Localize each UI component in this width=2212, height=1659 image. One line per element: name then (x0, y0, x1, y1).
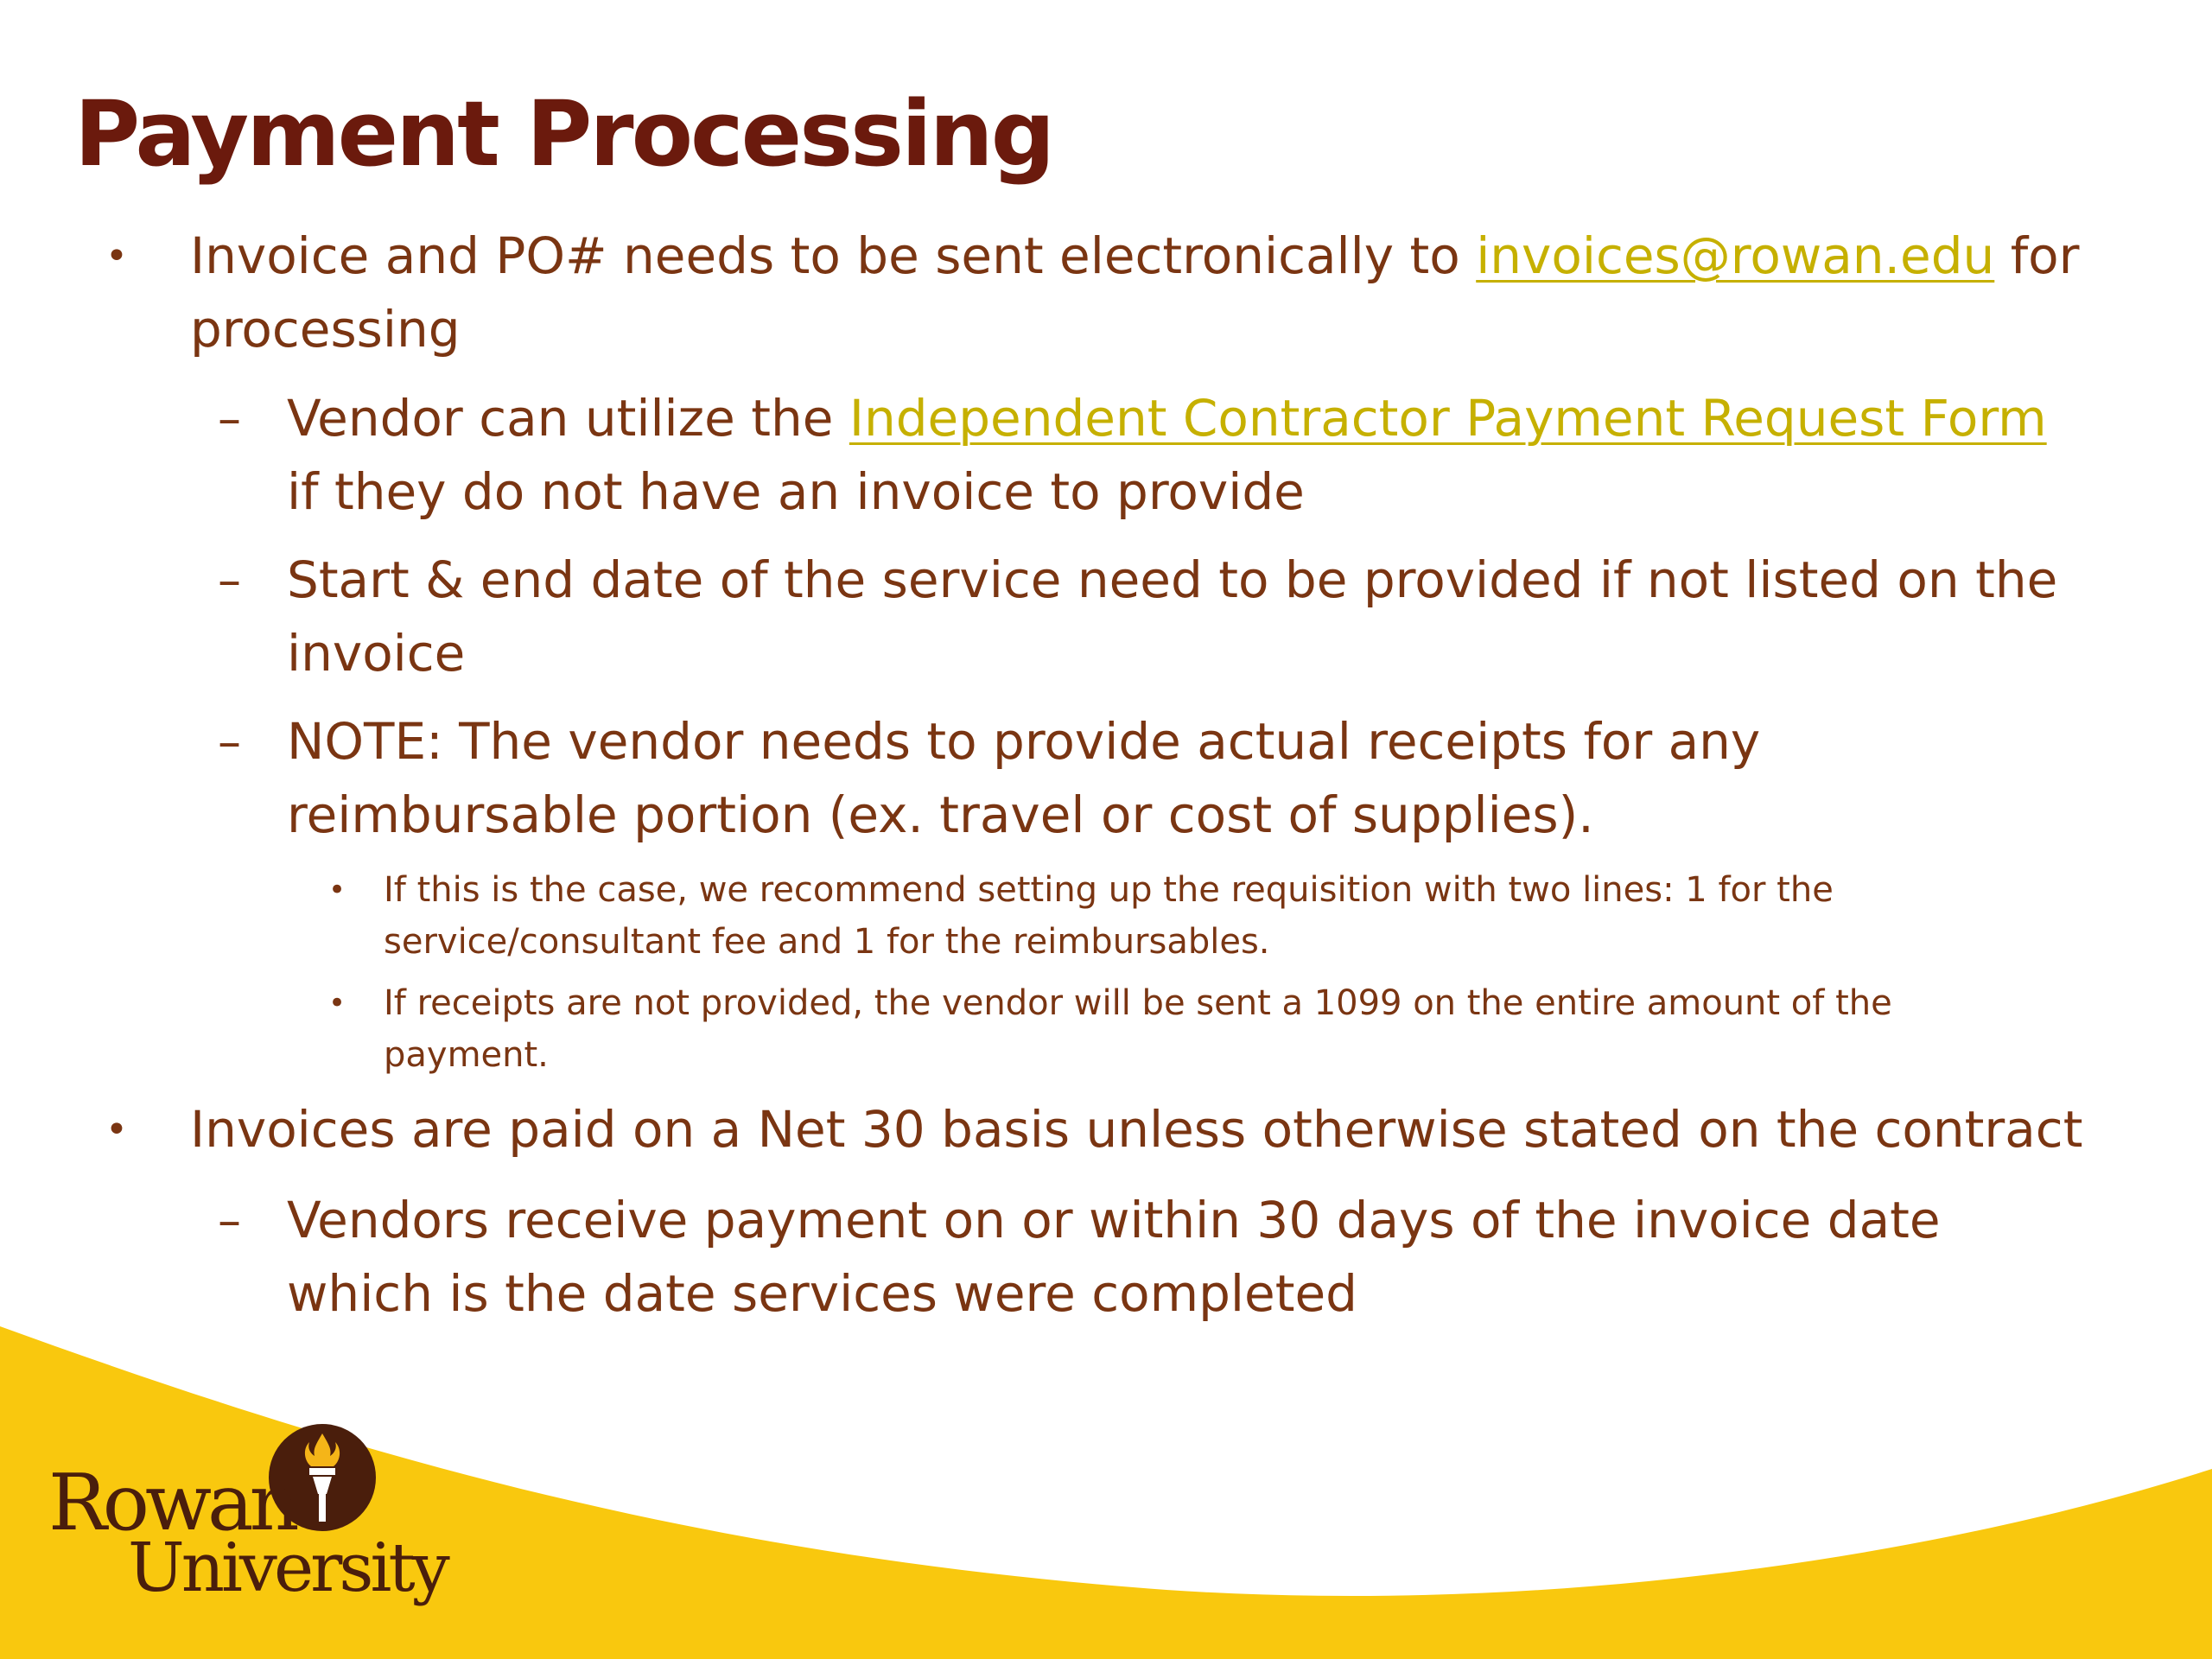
dash-marker: – (218, 715, 241, 769)
bullet-marker: • (328, 986, 346, 1020)
logo-text-university: University (128, 1529, 447, 1607)
subbullet-text-line2: if they do not have an invoice to provide (287, 462, 1305, 521)
invoices-email-link[interactable]: invoices@rowan.edu (1476, 226, 1995, 285)
subbullet-text-line1 (287, 382, 2047, 455)
contractor-payment-form-link[interactable]: Independent Contractor Payment Request Form (849, 389, 2047, 448)
subbullet-text-line1: Vendors receive payment on or within 30 days of the invoice date (287, 1191, 1941, 1249)
subsubbullet-text-line1: If this is the case, we recommend setting up the requisition with two lines: 1 for the (384, 870, 1834, 910)
subbullet-text-line2: which is the date services were completed (287, 1264, 1357, 1323)
subbullet-text-line1: Start & end date of the service need to be provided if not listed on the (287, 550, 2058, 609)
bullet-marker: • (328, 873, 346, 907)
bullet-text-segment: Invoice and PO# needs to be sent electronically to (190, 226, 1477, 285)
bullet-marker: • (105, 234, 128, 278)
bullet-text-line1: Invoices are paid on a Net 30 basis unless otherwise stated on the contract (190, 1100, 2083, 1159)
bullet-marker: • (105, 1108, 128, 1152)
logo-text-rowan: Rowan (48, 1458, 296, 1548)
dash-marker: – (218, 1193, 241, 1248)
subsubbullet-text-line2: service/consultant fee and 1 for the reimbursables. (384, 922, 1270, 962)
rowan-university-logo (48, 1421, 454, 1629)
dash-marker: – (218, 553, 241, 607)
subsubbullet-text-line1: If receipts are not provided, the vendor will be sent a 1099 on the entire amount of the (384, 983, 1892, 1023)
subsubbullet-text-line2: payment. (384, 1035, 549, 1075)
bullet-text-segment: for (1994, 226, 2080, 285)
subbullet-text-line2: invoice (287, 624, 466, 683)
subbullet-text-line1: NOTE: The vendor needs to provide actual receipts for any (287, 712, 1761, 771)
bullet-text-line2: processing (190, 300, 461, 359)
subbullet-text-segment: Vendor can utilize the (287, 389, 849, 448)
slide-title: Payment Processing (74, 81, 1053, 187)
dash-marker: – (218, 391, 241, 446)
subbullet-text-line2: reimbursable portion (ex. travel or cost of supplies). (287, 785, 1594, 844)
bullet-text-line1 (190, 219, 2079, 293)
